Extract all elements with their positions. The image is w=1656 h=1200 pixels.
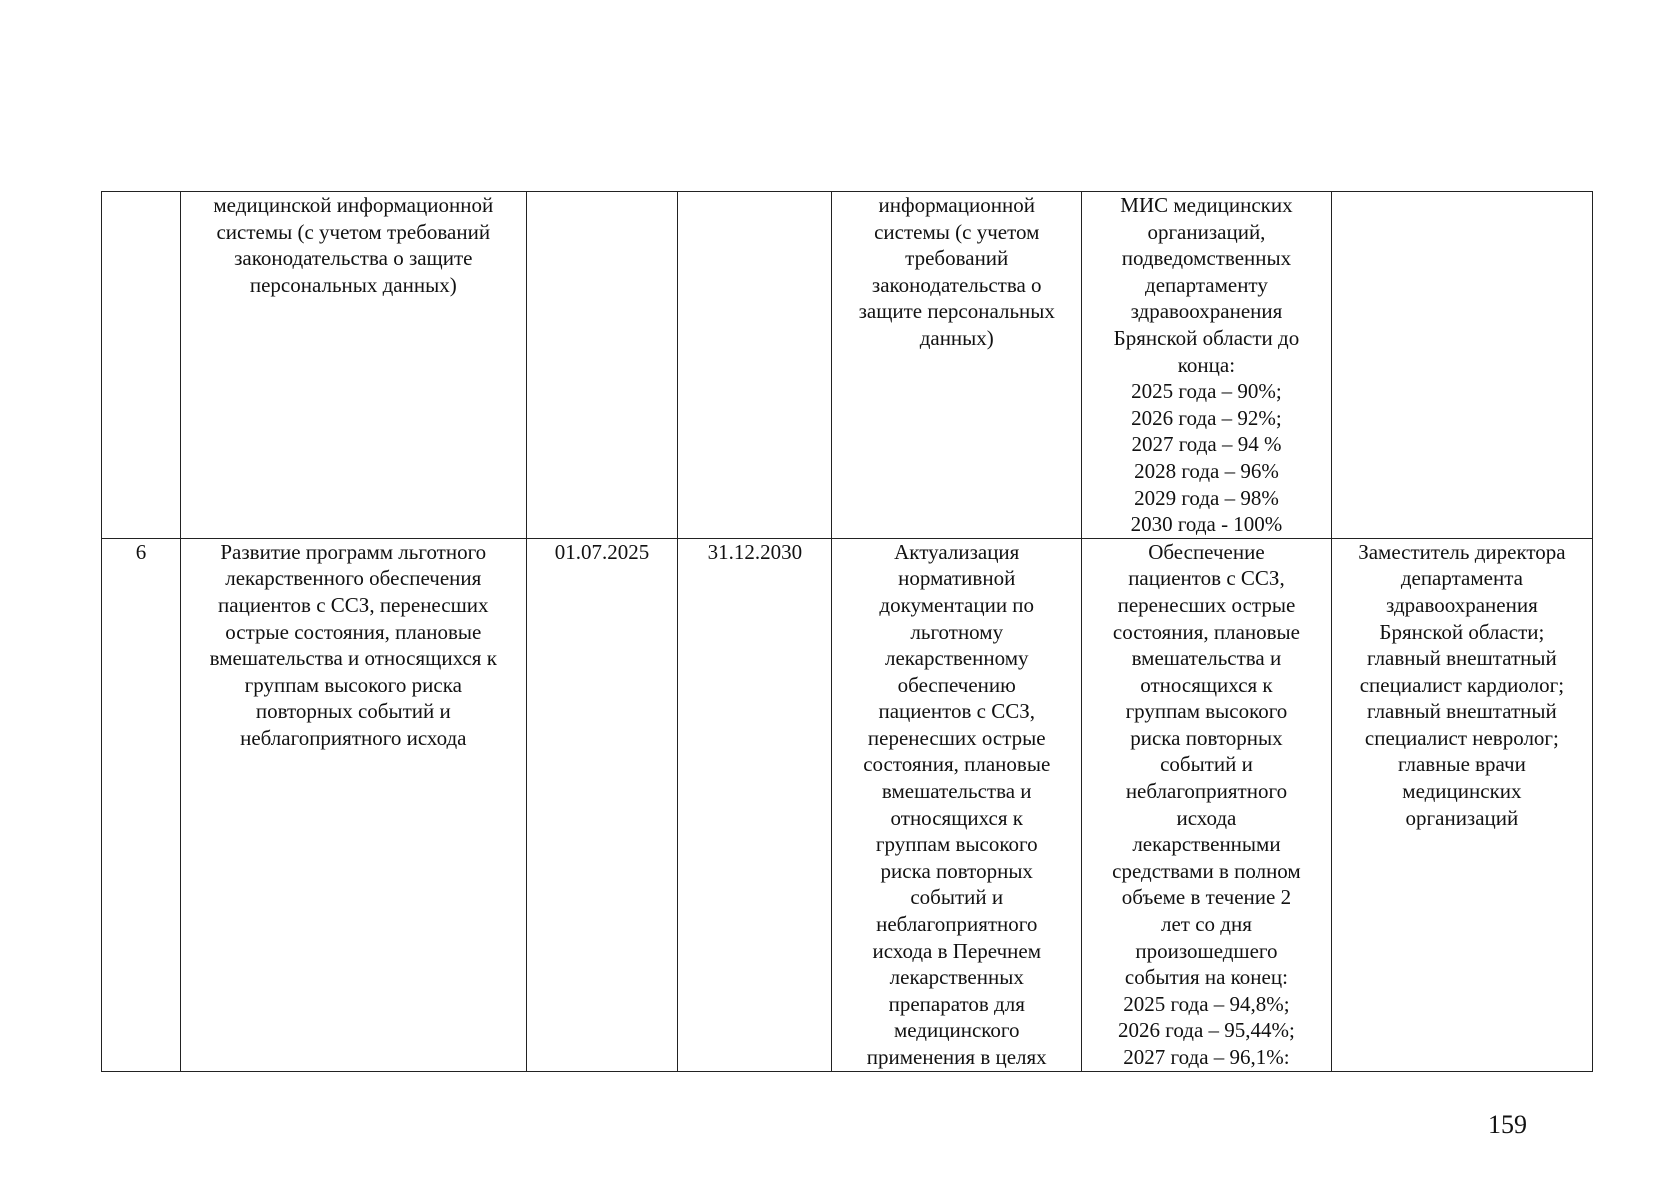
- cell-end-date: 31.12.2030: [678, 538, 832, 1071]
- table-row: [102, 538, 1593, 1071]
- cell-number: [102, 192, 181, 539]
- cell-indicator: МИС медицинских организаций, подведомственных департаменту здравоохранения Брянской области до конца: 2025 года – 90%; 2026 года – 92%; 2027 года – 94 % 2028 года – 96% 2029 года – 98% 2030 года - 100%: [1082, 192, 1332, 539]
- page-number: 159: [1488, 1110, 1527, 1139]
- cell-result: информационной системы (с учетом требований законодательства о защите персональных данных): [832, 192, 1082, 539]
- cell-start-date: 01.07.2025: [526, 538, 678, 1071]
- cell-responsible: [1331, 192, 1592, 539]
- cell-event: медицинской информационной системы (с учетом требований законодательства о защите персональных данных): [181, 192, 526, 539]
- cell-responsible: Заместитель директора департамента здравоохранения Брянской области; главный внештатный специалист кардиолог; главный внештатный специалист невролог; главные врачи медицинских организаций: [1331, 538, 1592, 1071]
- cell-event: Развитие программ льготного лекарственного обеспечения пациентов с ССЗ, перенесших острые состояния, плановые вмешательства и относящихся к группам высокого риска повторных событий и неблагоприятного исхода: [181, 538, 526, 1071]
- table-row: [102, 192, 1593, 539]
- cell-indicator: Обеспечение пациентов с ССЗ, перенесших острые состояния, плановые вмешательства и относящихся к группам высокого риска повторных событий и неблагоприятного исхода лекарственными средствами в полном объеме в течение 2 лет со дня произошедшего события на конец: 2025 года – 94,8%; 2026 года – 95,44%; 2027 года – 96,1%:: [1082, 538, 1332, 1071]
- cell-start-date: [526, 192, 678, 539]
- cell-number: 6: [102, 538, 181, 1071]
- cell-end-date: [678, 192, 832, 539]
- cell-result: Актуализация нормативной документации по льготному лекарственному обеспечению пациентов с ССЗ, перенесших острые состояния, плановые вмешательства и относящихся к группам высокого риска повторных событий и неблагоприятного исхода в Перечнем лекарственных препаратов для медицинского применения в целях: [832, 538, 1082, 1071]
- measures-table: [101, 191, 1593, 1072]
